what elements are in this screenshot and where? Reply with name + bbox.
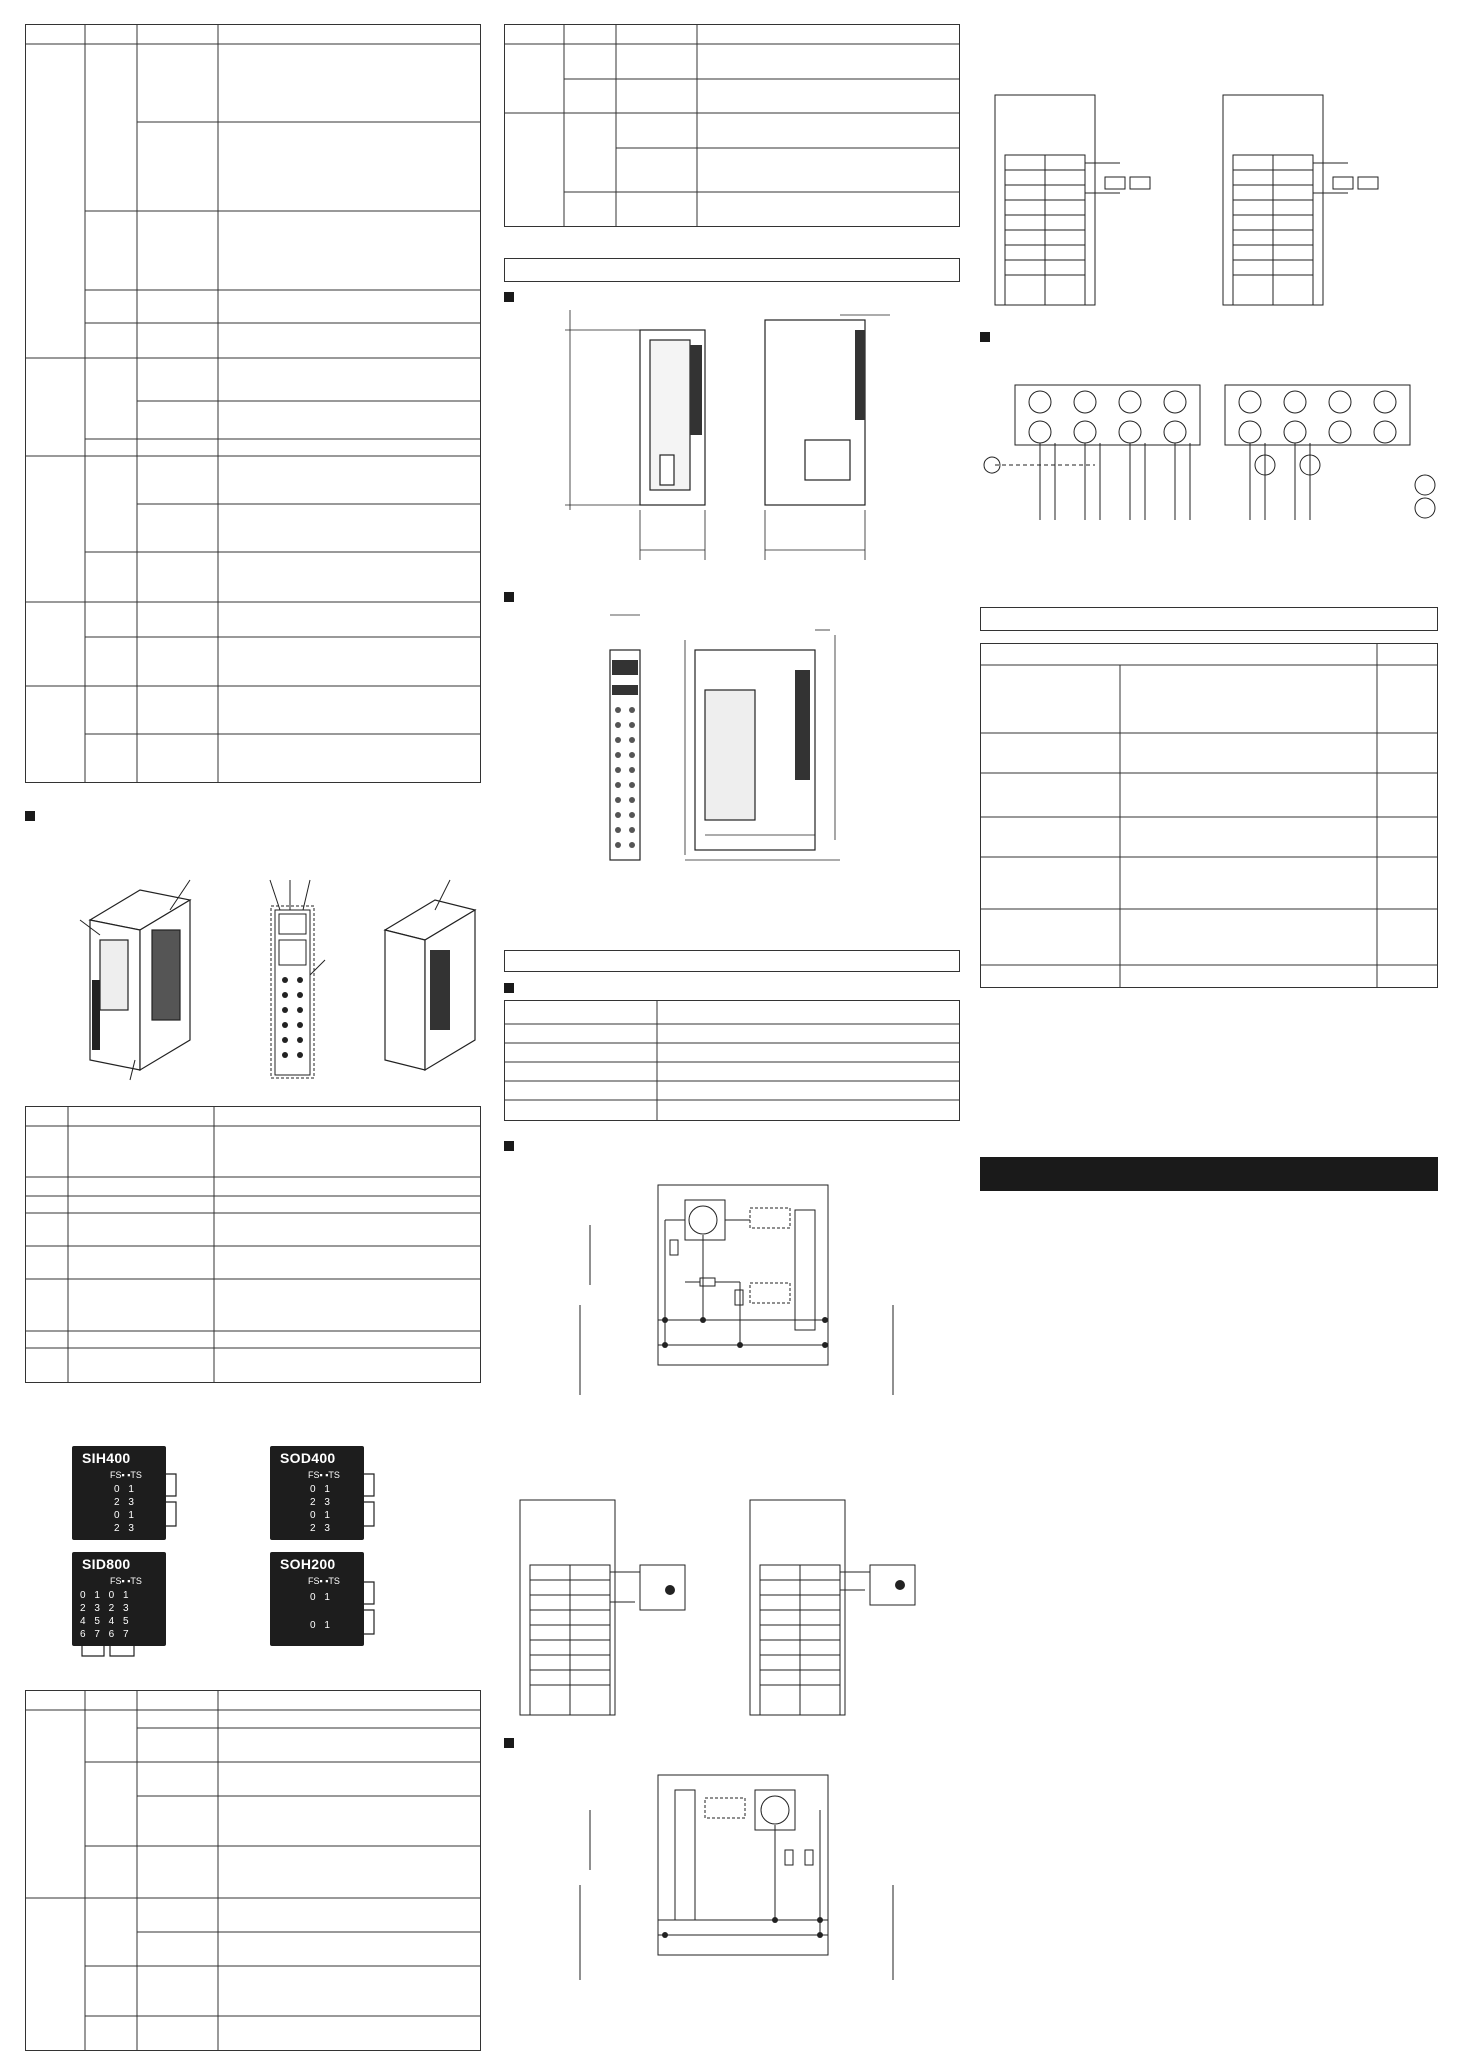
left-top-table bbox=[25, 24, 481, 784]
soh200-bracket bbox=[364, 1580, 380, 1640]
right-table bbox=[980, 643, 1438, 989]
wiring-diagram-left bbox=[520, 1500, 930, 1720]
section-marker bbox=[504, 1738, 514, 1748]
section-marker bbox=[980, 332, 990, 342]
section-marker bbox=[504, 292, 514, 302]
unit-rear-illustration bbox=[375, 880, 485, 1080]
sid800-indicator-panel bbox=[72, 1552, 166, 1646]
section-header-bar bbox=[504, 258, 960, 282]
section-marker bbox=[25, 811, 35, 821]
left-middle-table bbox=[25, 1106, 481, 1384]
panel-model: SIH400 bbox=[82, 1450, 131, 1466]
sid800-bracket bbox=[80, 1646, 140, 1662]
section-header-black-bar bbox=[980, 1157, 1438, 1191]
panel-row: 4 5 4 5 bbox=[80, 1616, 132, 1627]
section-marker bbox=[504, 1141, 514, 1151]
section-header-bar bbox=[504, 950, 960, 972]
panel-row: 2 3 bbox=[310, 1523, 333, 1534]
section-marker bbox=[504, 592, 514, 602]
specification-table bbox=[504, 1000, 960, 1122]
panel-indicators: FS▪ ▪TS bbox=[110, 1576, 142, 1586]
unit-front-illustration bbox=[265, 880, 325, 1080]
wiring-diagram-right bbox=[995, 95, 1395, 310]
panel-indicators: FS▪ ▪TS bbox=[308, 1576, 340, 1586]
panel-model: SOD400 bbox=[280, 1450, 336, 1466]
panel-model: SOH200 bbox=[280, 1556, 336, 1572]
panel-row: 0 1 bbox=[114, 1484, 137, 1495]
sod400-bracket bbox=[364, 1472, 380, 1532]
panel-row: 0 1 0 1 bbox=[80, 1590, 132, 1601]
panel-indicators: FS▪ ▪TS bbox=[308, 1470, 340, 1480]
section-header-bar bbox=[980, 607, 1438, 631]
panel-row: 6 7 6 7 bbox=[80, 1629, 132, 1640]
dimension-drawing-side bbox=[560, 300, 900, 560]
panel-row: 0 1 bbox=[114, 1510, 137, 1521]
sod400-indicator-panel bbox=[270, 1446, 364, 1540]
terminal-connection-diagram bbox=[985, 380, 1440, 530]
panel-row: 2 3 2 3 bbox=[80, 1603, 132, 1614]
input-circuit-diagram bbox=[575, 1180, 895, 1400]
panel-row: 0 1 bbox=[310, 1620, 333, 1631]
unit-isometric-illustration bbox=[70, 880, 220, 1080]
panel-model: SID800 bbox=[82, 1556, 131, 1572]
panel-row: 0 1 bbox=[310, 1592, 333, 1603]
panel-row: 2 3 bbox=[114, 1523, 137, 1534]
panel-indicators: FS▪ ▪TS bbox=[110, 1470, 142, 1480]
output-circuit-diagram bbox=[575, 1770, 895, 1985]
soh200-indicator-panel bbox=[270, 1552, 364, 1646]
sih400-indicator-panel bbox=[72, 1446, 166, 1540]
middle-top-table bbox=[504, 24, 960, 228]
sih400-bracket bbox=[166, 1472, 182, 1532]
panel-row: 2 3 bbox=[114, 1497, 137, 1508]
panel-row: 0 1 bbox=[310, 1510, 333, 1521]
panel-row: 2 3 bbox=[310, 1497, 333, 1508]
panel-row: 0 1 bbox=[310, 1484, 333, 1495]
dimension-drawing-with-terminal bbox=[590, 610, 860, 870]
left-bottom-table bbox=[25, 1690, 481, 2052]
section-marker bbox=[504, 983, 514, 993]
